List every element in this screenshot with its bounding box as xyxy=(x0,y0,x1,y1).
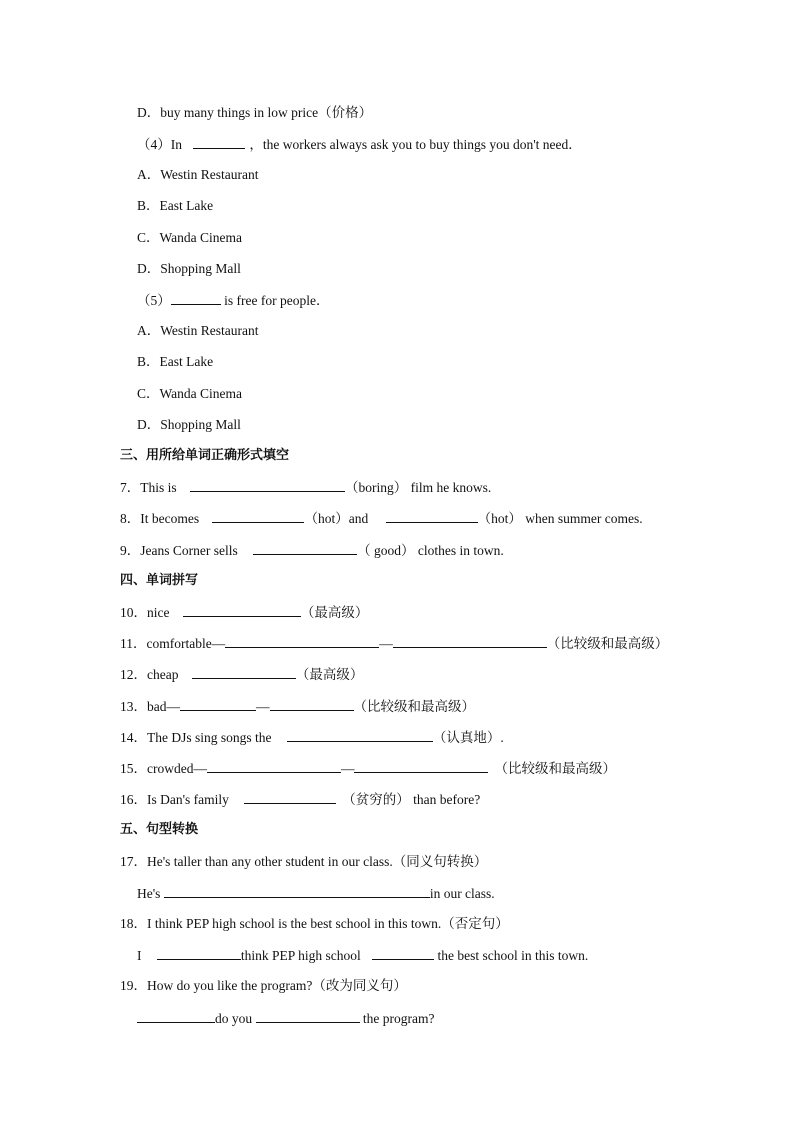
q13-answer-blank-2[interactable] xyxy=(270,697,354,711)
q19-mid: do you xyxy=(215,1011,256,1026)
q19-stem: 19．How do you like the program?（改为同义句） xyxy=(120,978,407,993)
q18-answer-line xyxy=(137,946,588,965)
q15-dash: — xyxy=(340,761,355,776)
q10 xyxy=(120,603,368,622)
q14-hint: （认真地）. xyxy=(432,730,504,745)
q14-answer-blank[interactable] xyxy=(287,728,433,742)
q11-dash: — xyxy=(379,636,393,651)
q17-answer-line xyxy=(137,884,495,903)
q19-answer-blank-2[interactable] xyxy=(256,1009,360,1023)
q5-stem xyxy=(137,291,329,310)
q16-prefix: 16．Is Dan's family xyxy=(120,792,233,807)
q17-prefix: He's xyxy=(137,886,164,901)
q12-hint: （最高级） xyxy=(295,667,364,682)
q18-suffix: the best school in this town. xyxy=(434,948,589,963)
q17-stem: 17．He's taller than any other student in our class.（同义句转换） xyxy=(120,854,488,869)
section5-title: 五、句型转换 xyxy=(120,822,199,837)
q8 xyxy=(120,509,643,528)
section3-title: 三、用所给单词正确形式填空 xyxy=(120,448,290,463)
q15-prefix: 15．crowded— xyxy=(120,761,207,776)
q9-answer-blank[interactable] xyxy=(253,541,357,555)
q10-hint: （最高级） xyxy=(300,605,369,620)
q5-option-b: B．East Lake xyxy=(137,354,214,369)
q13-hint: （比较级和最高级） xyxy=(353,699,475,714)
q15 xyxy=(120,759,616,778)
q11-answer-blank-1[interactable] xyxy=(225,634,379,648)
q4-option-b: B．East Lake xyxy=(137,198,214,213)
q4-option-c: C．Wanda Cinema xyxy=(137,230,243,245)
q11-answer-blank-2[interactable] xyxy=(393,634,547,648)
q9 xyxy=(120,541,504,560)
q18-prefix: I xyxy=(137,948,145,963)
q13-answer-blank-1[interactable] xyxy=(180,697,256,711)
q15-hint: （比较级和最高级） xyxy=(494,761,616,776)
q9-prefix: 9．Jeans Corner sells xyxy=(120,543,242,558)
section4-title: 四、单词拼写 xyxy=(120,573,199,588)
q8-answer-blank-1[interactable] xyxy=(212,509,304,523)
q18-answer-blank-2[interactable] xyxy=(372,946,434,960)
q4-answer-blank[interactable] xyxy=(193,135,245,149)
q4-stem-prefix: （4）In xyxy=(137,137,186,152)
q12-prefix: 12．cheap xyxy=(120,667,182,682)
q4-option-d: D．Shopping Mall xyxy=(137,261,241,276)
q11-hint: （比较级和最高级） xyxy=(546,636,669,651)
q18-mid: think PEP high school xyxy=(240,948,365,963)
q5-option-a: A．Westin Restaurant xyxy=(137,323,259,338)
q18-answer-blank-1[interactable] xyxy=(157,946,241,960)
q16 xyxy=(120,790,480,809)
q5-stem-suffix: is free for people． xyxy=(220,293,330,308)
q15-answer-blank-1[interactable] xyxy=(207,759,341,773)
q13-dash: — xyxy=(256,699,270,714)
q8-prefix: 8．It becomes xyxy=(120,511,203,526)
q5-answer-blank[interactable] xyxy=(171,291,221,305)
q5-option-c: C．Wanda Cinema xyxy=(137,386,243,401)
q18-stem: 18．I think PEP high school is the best school in this town.（否定句） xyxy=(120,916,509,931)
q7-prefix: 7．This is xyxy=(120,480,181,495)
q13 xyxy=(120,697,475,716)
q5-stem-prefix: （5） xyxy=(137,293,171,308)
q17-suffix: in our class. xyxy=(429,886,495,901)
q19-answer-blank-1[interactable] xyxy=(137,1009,215,1023)
q10-answer-blank[interactable] xyxy=(183,603,301,617)
q4-option-a: A．Westin Restaurant xyxy=(137,167,259,182)
q9-hint: （ good） clothes in town. xyxy=(357,543,504,558)
q11-prefix: 11．comfortable— xyxy=(120,636,226,651)
q12-answer-blank[interactable] xyxy=(192,665,296,679)
q14-prefix: 14．The DJs sing songs the xyxy=(120,730,275,745)
q12 xyxy=(120,665,363,684)
q4-stem-suffix: ，the workers always ask you to buy things you don't need． xyxy=(249,137,582,152)
q8-mid: （hot）and xyxy=(304,511,372,526)
q7-answer-blank[interactable] xyxy=(190,478,345,492)
q14 xyxy=(120,728,504,747)
q13-prefix: 13．bad— xyxy=(120,699,180,714)
q16-answer-blank[interactable] xyxy=(244,790,336,804)
q7-hint: （boring） film he knows. xyxy=(345,480,492,495)
q15-answer-blank-2[interactable] xyxy=(354,759,488,773)
q10-prefix: 10．nice xyxy=(120,605,173,620)
q19-answer-line xyxy=(137,1009,434,1028)
q7 xyxy=(120,478,491,497)
q11 xyxy=(120,634,668,653)
q17-answer-blank[interactable] xyxy=(164,884,430,898)
q8-hint: （hot） when summer comes. xyxy=(477,511,643,526)
q19-suffix: the program? xyxy=(359,1011,435,1026)
q8-answer-blank-2[interactable] xyxy=(386,509,478,523)
q16-hint: （贫穷的） than before? xyxy=(342,792,481,807)
q4-stem xyxy=(137,135,582,154)
q3-option-d: D．buy many things in low price（价格） xyxy=(137,105,373,120)
q5-option-d: D．Shopping Mall xyxy=(137,417,241,432)
